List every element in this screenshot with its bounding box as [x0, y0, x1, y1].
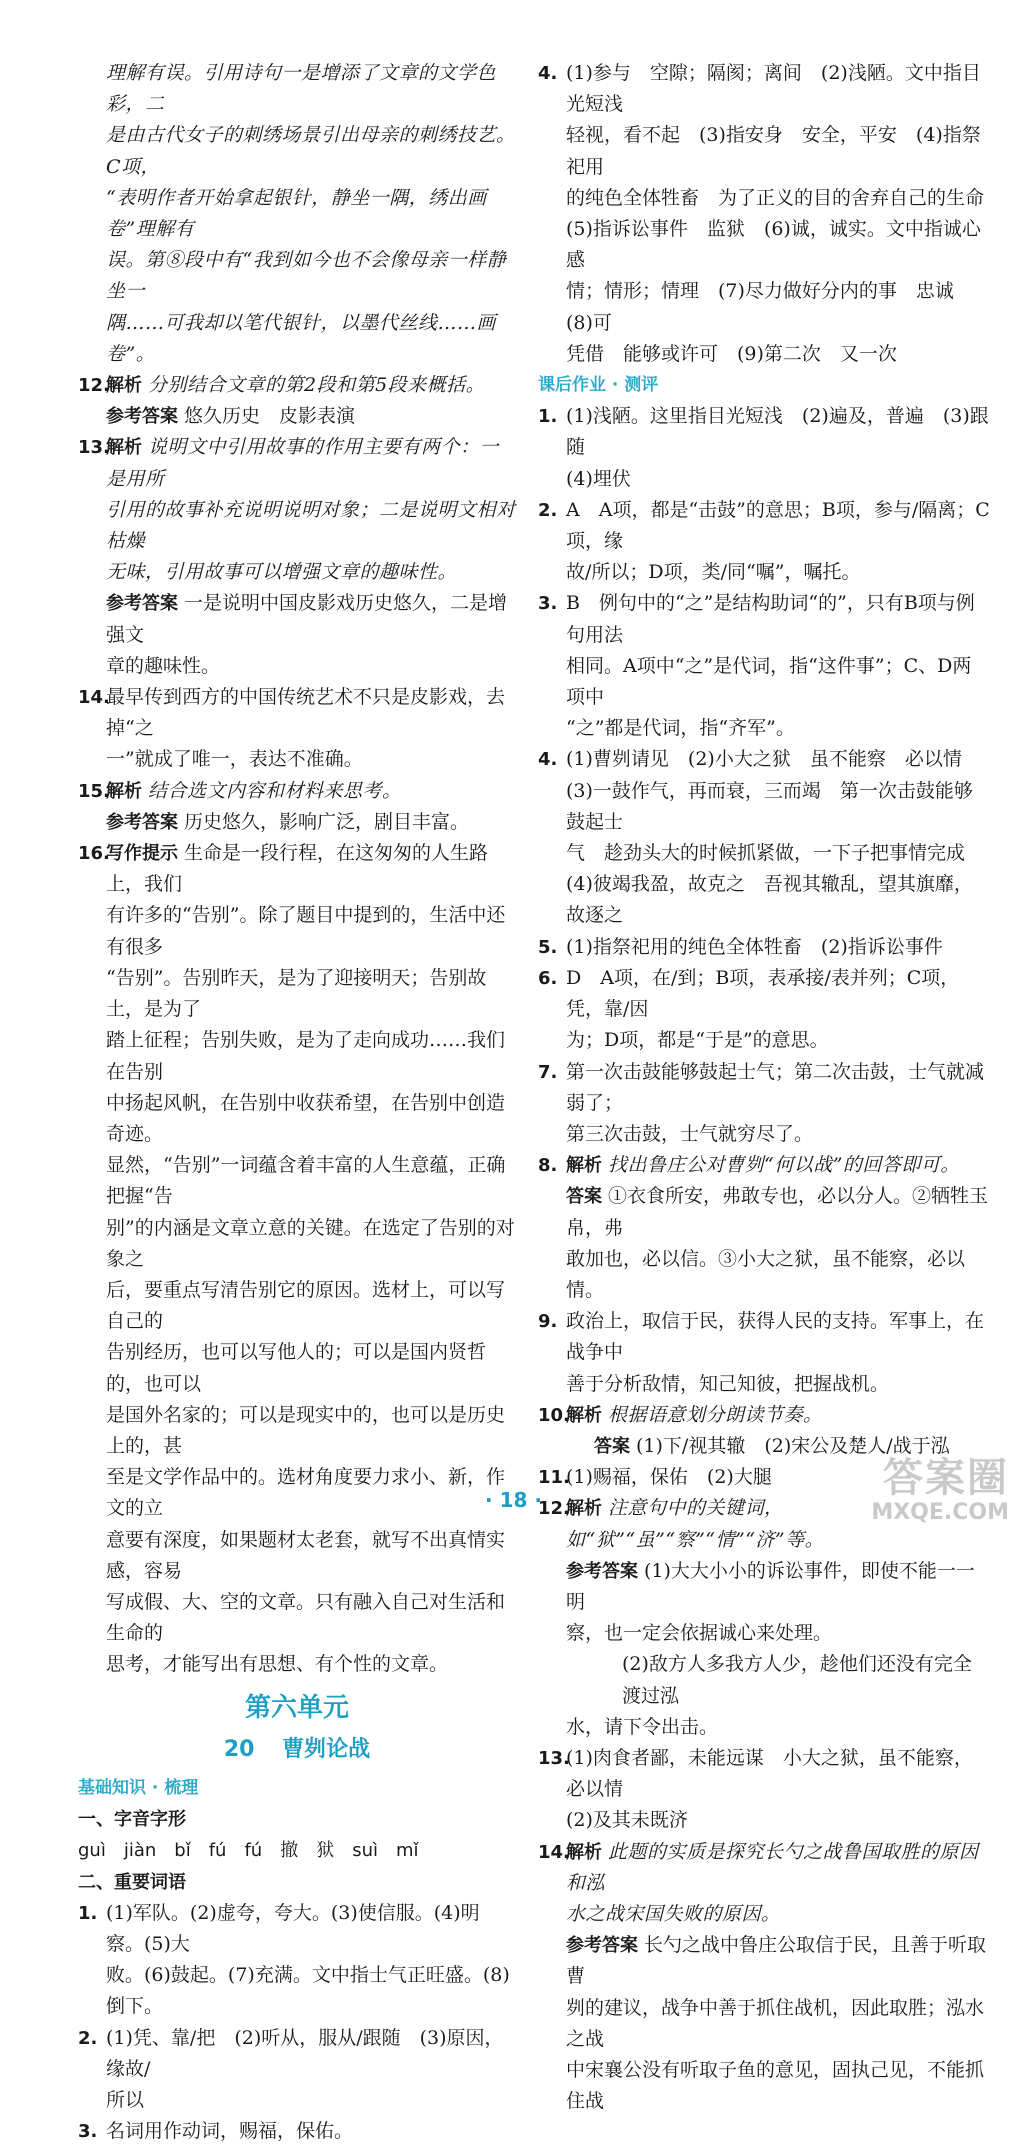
exercise-13: 13. (1)肉食者鄙，未能远谋 小大之狱，虽不能察，必以情 (2)及其未既济	[538, 1746, 973, 1832]
lesson-title	[78, 1734, 516, 1765]
vocab-2: 2. (1)凭、靠/把 (2)听从，服从/跟随 (3)原因，缘故/ 所以	[78, 2026, 504, 2111]
question-14: 14. 最早传到西方的中国传统艺术不只是皮影戏，去掉“之 一”就成了唯一，表达不准确。	[78, 686, 506, 771]
right-column	[538, 58, 1000, 2117]
exercise-7: 7. 第一次击鼓能够鼓起士气；第二次击鼓，士气就减弱了； 第三次击鼓，士气就穷尽了。	[538, 1060, 985, 1145]
question-12: 12. 解析 分别结合文章的第2段和第5段来概括。 参考答案 悠久历史 皮影表演	[78, 374, 486, 428]
heading-vocabulary: 二、重要词语	[78, 1871, 186, 1893]
pinyin-answers: guì jiàn bǐ fú fú 撤 狱 suì mǐ	[78, 1840, 419, 1862]
question-16: 16. 写作提示 生命是一段行程，在这匆匆的人生路上，我们 有许多的“告别”。除了题目中提到的，生活中还有很多 “告别”。告别昨天，是为了迎接明天；告别故土，是为了 踏上征程；告别失败，是为了走向成功……我们在告别 中扬起风帆，在告别中收获希望，在告别中创造奇迹。 显然，“告别”一词蕴含着丰富的人生意蕴，正确把握“告 别”的内涵是文章立意的关键。在选定了告别的对象之 后，要重点写清告别它的原因。选材上，可以写自己的 告别经历，也可以写他人的；可以是国内贤哲的，也可以 是国外名家的；可以是现实中的，也可以是历史上的，甚 至是文学作品中的。选材角度要力求小、新，作文的立 意要有深度，如果题材太老套，就写不出真情实感，容易 写成假、大、空的文章。只有融入自己对生活和生命的 思考，才能写出有思想、有个性的文章。	[78, 842, 515, 1676]
heading-pronunciation: 一、字音字形	[78, 1809, 186, 1831]
exercise-8: 8. 解析 找出鲁庄公对曹刿“何以战”的回答即可。 答案 ①衣食所安，弗敢专也，必以分人。②牺牲玉帛，弗 敢加也，必以信。③小大之狱，虽不能察，必以情。	[538, 1154, 989, 1301]
vocab-4: 4. (1)参与 空隙；隔阂；离间 (2)浅陋。文中指目光短浅 轻视，看不起 (3)指安身 安全，平安 (4)指祭祀用 的纯色全体牲畜 为了正义的目的舍弃自己的生命 (5)指诉讼事件 监狱 (6)诚，诚实。文中指诚心 感 情；情形；情理 (7)尽力做好分内的事 忠诚 (8)可 凭借 能够或许可 (9)第二次 又一次	[538, 62, 1000, 365]
exercise-9: 9. 政治上，取信于民，获得人民的支持。军事上，在战争中 善于分析敌情，知己知彼，把握战机。	[538, 1310, 985, 1395]
page-number: · 18 ·	[485, 1488, 542, 1512]
continued-analysis: 理解有误。引用诗句一是增添了文章的文学色彩，二 是由古代女子的刺绣场景引出母亲的刺绣技艺。C项， “表明作者开始拿起银针，静坐一隅，绣出画卷”理解有 误。第⑧段中有“我到如今也不会像母亲一样静坐一 隅……可我却以笔代银针，以墨代丝线……画卷”。	[106, 62, 516, 365]
exercise-5: 5. (1)指祭祀用的纯色全体牲畜 (2)指诉讼事件	[538, 935, 943, 958]
exercise-1: 1. (1)浅陋。这里指目光短浅 (2)遍及，普遍 (3)跟随 (4)埋伏	[538, 405, 989, 490]
question-13: 13. 解析 说明文中引用故事的作用主要有两个：一是用所 引用的故事补充说明说明对象；二是说明文相对枯燥 无味，引用故事可以增强文章的趣味性。 参考答案 一是说明中国皮影戏历史悠久，二是增强文 章的趣味性。	[78, 436, 516, 677]
exercise-14: 14. 解析 此题的实质是探究长勺之战鲁国取胜的原因和泓 水之战宋国失败的原因。 参考答案 长勺之战中鲁庄公取信于民，且善于听取曹 刿的建议，战争中善于抓住战机，因此取胜；泓水之战 中宋襄公没有听取子鱼的意见，固执己见，不能抓住战	[538, 1840, 987, 2113]
lesson-name: 曹刿论战	[282, 1736, 371, 1762]
exercise-4: 4. (1)曹刿请见 (2)小大之狱 虽不能察 必以情 (3)一鼓作气，再而衰，三而竭 第一次击鼓能够鼓起士 气 趁劲头大的时候抓紧做，一下子把事情完成 (4)彼竭我盈，故克之 吾视其辙乱，望其旗靡，故逐之	[538, 748, 973, 927]
lesson-number: 20	[223, 1736, 255, 1762]
vocab-3: 3. 名词用作动词，赐福，保佑。	[78, 2120, 354, 2143]
unit-title: 第六单元	[244, 1692, 349, 1723]
section-homework: 课后作业 · 测评	[538, 375, 659, 396]
question-15: 15. 解析 结合选文内容和材料来思考。 参考答案 历史悠久，影响广泛，剧目丰富。	[78, 779, 470, 833]
exercise-11: 11. (1)赐福，保佑 (2)大腿	[538, 1466, 772, 1489]
watermark-text-en: MXQE.COM	[871, 1500, 1009, 1525]
exercise-3: 3. B 例句中的“之”是结构助词“的”，只有B项与例句用法 相同。A项中“之”是代词，指“这件事”；C、D两项中 “之”都是代词，指“齐军”。	[538, 592, 975, 740]
watermark-text-cn: 答案圈	[883, 1455, 1009, 1501]
watermark-logo	[859, 1456, 1009, 1530]
exercise-10: 10. 解析 根据语意划分朗读节奏。 答案 (1)下/视其辙 (2)宋公及楚人/战于泓	[538, 1403, 950, 1457]
exercise-12: 12. 解析 注意句中的关键词，如“狱”“虽”“察”“情”“济”等。 参考答案 (1)大大小小的诉讼事件，即使不能一一明 察，也一定会依据诚心来处理。 (2)敌方人多我方人少，趁他们还没有完全渡过泓 水，请下令出击。	[538, 1497, 975, 1738]
exercise-2: 2. A A项，都是“击鼓”的意思；B项，参与/隔离；C项，缘 故/所以；D项，类/同“嘱”，嘱托。	[538, 498, 990, 584]
vocab-1: 1. (1)军队。(2)虚夸，夸大。(3)使信服。(4)明察。(5)大 败。(6)鼓起。(7)充满。文中指士气正旺盛。(8)倒下。	[78, 1901, 510, 2018]
section-basic-knowledge: 基础知识 · 梳理	[78, 1777, 199, 1798]
left-column	[78, 58, 516, 2147]
exercise-6: 6. D A项，在/到；B项，表承接/表并列；C项，凭，靠/因 为；D项，都是“于是”的意思。	[538, 966, 960, 1052]
